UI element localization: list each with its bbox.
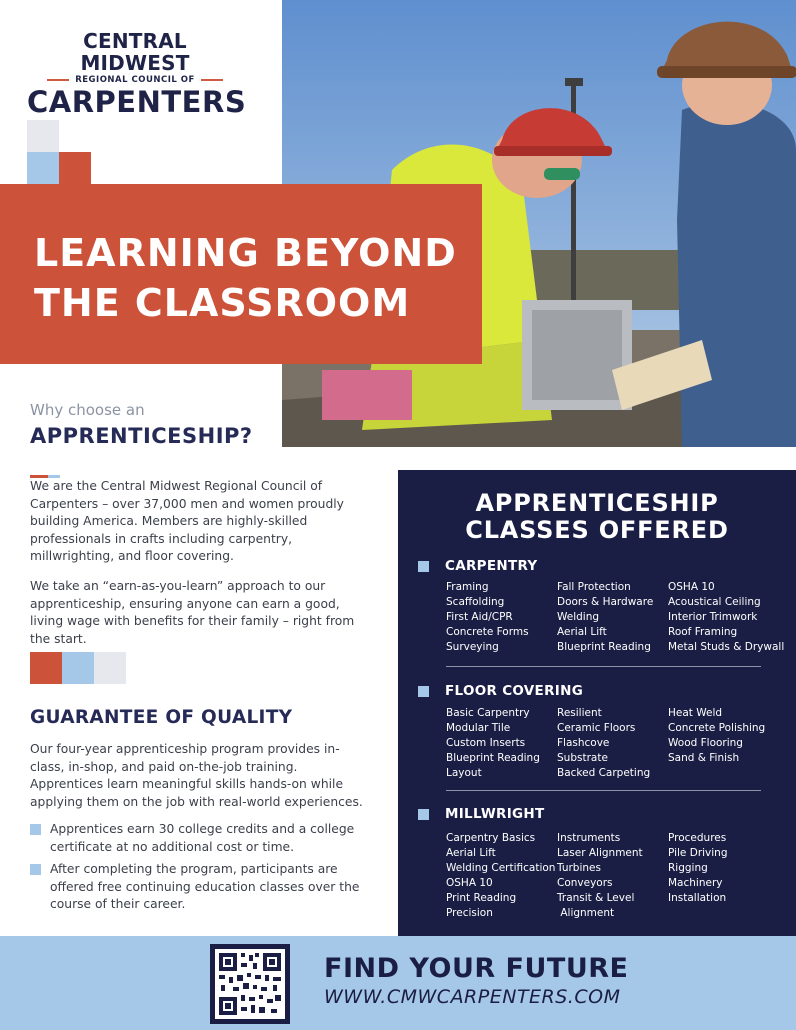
deco-square-red xyxy=(59,152,91,184)
class-item: Surveying xyxy=(446,641,499,654)
classes-title xyxy=(398,490,796,544)
why-subtitle: Why choose an xyxy=(30,401,145,419)
section-millwright xyxy=(418,806,545,822)
carpentry-col3 xyxy=(668,580,784,655)
class-item: Installation xyxy=(668,892,727,905)
guarantee-title: GUARANTEE OF QUALITY xyxy=(30,707,293,728)
millwright-col2 xyxy=(557,831,643,922)
class-item: Concrete Polishing xyxy=(668,722,766,735)
class-item: Doors & Hardware xyxy=(557,596,654,609)
section-divider xyxy=(446,666,761,667)
headline-banner xyxy=(0,184,482,364)
floor-col1 xyxy=(446,706,540,781)
class-item: Backed Carpeting xyxy=(557,767,651,780)
class-item: Heat Weld xyxy=(668,707,723,719)
class-item: Interior Trimwork xyxy=(668,611,758,624)
class-item: Carpentry Basics xyxy=(446,832,536,844)
class-item: Resilient xyxy=(557,707,602,719)
class-item: Welding Certification xyxy=(446,862,556,875)
class-item: Blueprint Reading xyxy=(557,641,651,654)
class-item: Print Reading xyxy=(446,892,517,905)
class-item: Scaffolding xyxy=(446,596,505,609)
section-square-icon xyxy=(418,686,429,697)
class-item: Basic Carpentry xyxy=(446,707,530,719)
class-item: OSHA 10 xyxy=(668,581,715,593)
class-item: Flashcove xyxy=(557,737,610,750)
class-item: First Aid/CPR xyxy=(446,611,513,624)
class-item: Transit & Level xyxy=(557,892,635,905)
logo-line3: CARPENTERS xyxy=(27,85,247,119)
headline xyxy=(34,228,457,328)
millwright-col1 xyxy=(446,831,555,922)
class-item: Alignment xyxy=(557,907,615,920)
class-item: Rigging xyxy=(668,862,708,875)
class-item: Wood Flooring xyxy=(668,737,743,750)
class-item: Modular Tile xyxy=(446,722,511,735)
floor-col3 xyxy=(668,706,765,766)
classes-panel xyxy=(398,470,796,936)
qr-code-icon[interactable] xyxy=(210,944,290,1024)
floor-col2 xyxy=(557,706,650,781)
deco-square-gray xyxy=(27,120,59,152)
logo-line2: REGIONAL COUNCIL OF xyxy=(75,75,195,85)
class-item: Ceramic Floors xyxy=(557,722,636,735)
section-floor-covering xyxy=(418,683,583,699)
class-item: Turbines xyxy=(557,862,601,875)
deco-square-red-2 xyxy=(30,652,62,684)
bullet-text: After completing the program, participants are offered free continuing education classes over the course of their career. xyxy=(50,862,360,911)
why-title: APPRENTICESHIP? xyxy=(30,424,253,448)
class-item: OSHA 10 xyxy=(446,877,493,890)
class-item: Layout xyxy=(446,767,482,780)
class-item: Aerial Lift xyxy=(557,626,607,639)
section-name: FLOOR COVERING xyxy=(445,683,584,699)
guarantee-bullet xyxy=(30,861,360,914)
class-item: Conveyors xyxy=(557,877,613,890)
classes-title-line2: CLASSES OFFERED xyxy=(465,516,729,544)
section-square-icon xyxy=(418,809,429,820)
section-divider xyxy=(446,790,761,791)
class-item: Precision xyxy=(446,907,493,920)
logo-line1: CENTRAL MIDWEST xyxy=(80,29,190,75)
section-square-icon xyxy=(418,561,429,572)
headline-line1: LEARNING BEYOND xyxy=(34,231,457,275)
title-rule xyxy=(30,463,60,466)
footer-title: FIND YOUR FUTURE xyxy=(324,953,629,984)
class-item: Metal Studs & Drywall xyxy=(668,641,785,654)
section-name: MILLWRIGHT xyxy=(445,806,545,822)
bullet-square-icon xyxy=(30,864,41,875)
deco-square-gray-2 xyxy=(94,652,126,684)
class-item: Laser Alignment xyxy=(557,847,643,860)
class-item: Framing xyxy=(446,581,489,593)
class-item: Instruments xyxy=(557,832,621,844)
footer-url-link[interactable]: WWW.CMWCARPENTERS.COM xyxy=(324,986,621,1008)
class-item: Machinery xyxy=(668,877,723,890)
earn-paragraph: We take an “earn-as-you-learn” approach to our apprenticeship, ensuring anyone can earn a good, living wage with benefits for their family – right from the start. xyxy=(30,579,355,646)
class-item: Procedures xyxy=(668,832,727,844)
class-item: Fall Protection xyxy=(557,581,631,593)
carpentry-col2 xyxy=(557,580,653,655)
class-item: Welding xyxy=(557,611,600,624)
class-item: Roof Framing xyxy=(668,626,738,639)
intro-paragraph: We are the Central Midwest Regional Council of Carpenters – over 37,000 men and women proudly building America. Members are highly-skilled professionals in crafts including carpentry, millwrighting, and floor covering. xyxy=(30,479,344,563)
class-item: Blueprint Reading xyxy=(446,752,540,765)
class-item: Concrete Forms xyxy=(446,626,529,639)
section-name: CARPENTRY xyxy=(445,558,538,574)
class-item: Pile Driving xyxy=(668,847,728,860)
class-item: Substrate xyxy=(557,752,608,765)
class-item: Acoustical Ceiling xyxy=(668,596,761,609)
logo xyxy=(27,29,247,119)
bullet-text: Apprentices earn 30 college credits and a college certificate at no additional cost or time. xyxy=(50,822,355,854)
classes-title-line1: APPRENTICESHIP xyxy=(475,489,719,517)
class-item: Custom Inserts xyxy=(446,737,526,750)
class-item: Aerial Lift xyxy=(446,847,496,860)
bullet-square-icon xyxy=(30,824,41,835)
carpentry-col1 xyxy=(446,580,529,655)
deco-square-blue xyxy=(27,152,59,184)
class-item: Sand & Finish xyxy=(668,752,740,765)
headline-line2: THE CLASSROOM xyxy=(34,281,411,325)
guarantee-paragraph: Our four-year apprenticeship program provides in-class, in-shop, and paid on-the-job training. Apprentices learn meaningful skills hands-on while applying them on the job with real-world experiences. xyxy=(30,742,363,809)
guarantee-bullet xyxy=(30,821,360,856)
section-carpentry xyxy=(418,558,538,574)
millwright-col3 xyxy=(668,831,728,906)
deco-square-blue-2 xyxy=(62,652,94,684)
